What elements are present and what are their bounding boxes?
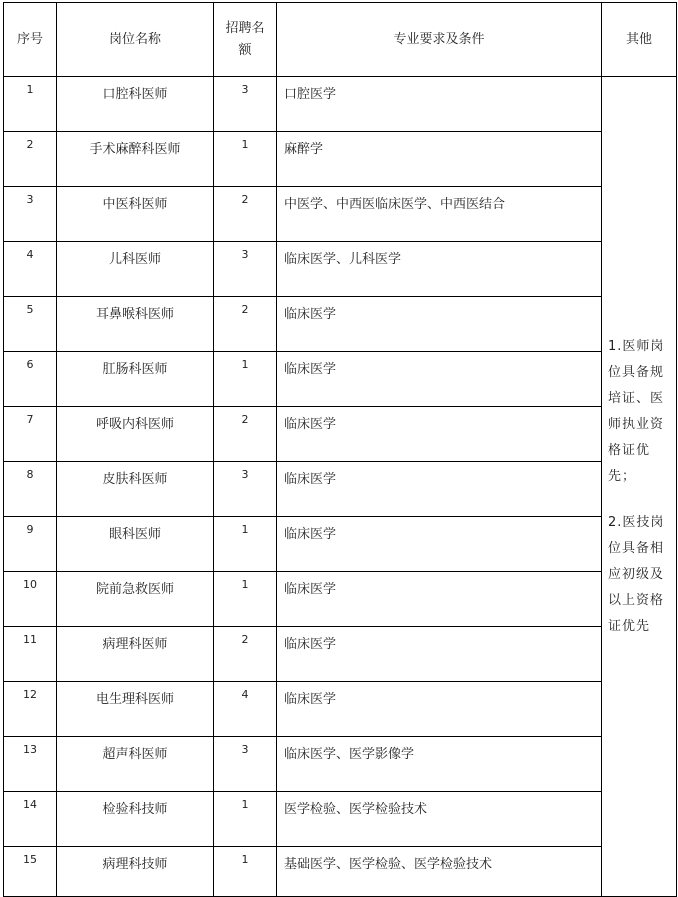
header-row — [4, 3, 677, 77]
row-requirements: 中医学、中西医临床医学、中西医结合 — [277, 187, 602, 242]
row-count: 4 — [214, 682, 277, 737]
table-row — [4, 407, 677, 462]
row-count: 1 — [214, 132, 277, 187]
row-seq: 2 — [4, 132, 57, 187]
row-requirements: 基础医学、医学检验、医学检验技术 — [277, 847, 602, 897]
header-requirements: 专业要求及条件 — [277, 3, 602, 77]
row-seq: 8 — [4, 462, 57, 517]
table-row — [4, 242, 677, 297]
row-position: 手术麻醉科医师 — [57, 132, 214, 187]
row-position: 病理科医师 — [57, 627, 214, 682]
row-seq: 1 — [4, 77, 57, 132]
row-requirements: 麻醉学 — [277, 132, 602, 187]
row-requirements: 临床医学 — [277, 462, 602, 517]
row-requirements: 临床医学、医学影像学 — [277, 737, 602, 792]
row-position: 中医科医师 — [57, 187, 214, 242]
table-row — [4, 517, 677, 572]
row-seq: 5 — [4, 297, 57, 352]
row-requirements: 医学检验、医学检验技术 — [277, 792, 602, 847]
row-position: 病理科技师 — [57, 847, 214, 897]
row-count: 3 — [214, 737, 277, 792]
row-position: 呼吸内科医师 — [57, 407, 214, 462]
row-requirements: 临床医学 — [277, 627, 602, 682]
row-count: 3 — [214, 462, 277, 517]
table-row — [4, 187, 677, 242]
table-row — [4, 682, 677, 737]
row-position: 口腔科医师 — [57, 77, 214, 132]
row-position: 超声科医师 — [57, 737, 214, 792]
table-row — [4, 462, 677, 517]
row-requirements: 临床医学、儿科医学 — [277, 242, 602, 297]
table-row — [4, 572, 677, 627]
row-count: 1 — [214, 847, 277, 897]
table-row — [4, 132, 677, 187]
row-position: 检验科技师 — [57, 792, 214, 847]
row-seq: 9 — [4, 517, 57, 572]
row-seq: 11 — [4, 627, 57, 682]
row-position: 眼科医师 — [57, 517, 214, 572]
other-note: 2.医技岗 位具备相 应初级及 以上资格 证优先 — [608, 514, 665, 634]
row-requirements: 临床医学 — [277, 407, 602, 462]
header-count: 招聘名 额 — [214, 3, 277, 77]
row-count: 1 — [214, 572, 277, 627]
row-requirements: 临床医学 — [277, 682, 602, 737]
row-position: 皮肤科医师 — [57, 462, 214, 517]
table-row — [4, 77, 677, 132]
header-seq: 序号 — [4, 3, 57, 77]
row-count: 2 — [214, 297, 277, 352]
row-seq: 6 — [4, 352, 57, 407]
row-requirements: 临床医学 — [277, 352, 602, 407]
row-seq: 13 — [4, 737, 57, 792]
row-position: 电生理科医师 — [57, 682, 214, 737]
other-note: 1.医师岗 位具备规 培证、医 师执业资 格证优 先； — [608, 338, 665, 484]
header-position: 岗位名称 — [57, 3, 214, 77]
row-seq: 4 — [4, 242, 57, 297]
row-count: 2 — [214, 407, 277, 462]
row-seq: 15 — [4, 847, 57, 897]
table-row — [4, 792, 677, 847]
row-requirements: 临床医学 — [277, 517, 602, 572]
header-other: 其他 — [602, 3, 677, 77]
row-position: 院前急救医师 — [57, 572, 214, 627]
row-seq: 7 — [4, 407, 57, 462]
recruitment-table — [3, 2, 677, 897]
row-seq: 12 — [4, 682, 57, 737]
row-count: 1 — [214, 792, 277, 847]
row-requirements: 口腔医学 — [277, 77, 602, 132]
row-seq: 10 — [4, 572, 57, 627]
table-row — [4, 737, 677, 792]
table-row — [4, 847, 677, 897]
row-position: 儿科医师 — [57, 242, 214, 297]
row-count: 2 — [214, 627, 277, 682]
row-count: 2 — [214, 187, 277, 242]
row-count: 1 — [214, 352, 277, 407]
row-count: 3 — [214, 77, 277, 132]
row-seq: 3 — [4, 187, 57, 242]
row-position: 耳鼻喉科医师 — [57, 297, 214, 352]
row-count: 3 — [214, 242, 277, 297]
table-row — [4, 627, 677, 682]
table-row — [4, 297, 677, 352]
row-seq: 14 — [4, 792, 57, 847]
row-requirements: 临床医学 — [277, 297, 602, 352]
other-notes-cell — [602, 77, 677, 897]
row-requirements: 临床医学 — [277, 572, 602, 627]
table-row — [4, 352, 677, 407]
row-count: 1 — [214, 517, 277, 572]
row-position: 肛肠科医师 — [57, 352, 214, 407]
